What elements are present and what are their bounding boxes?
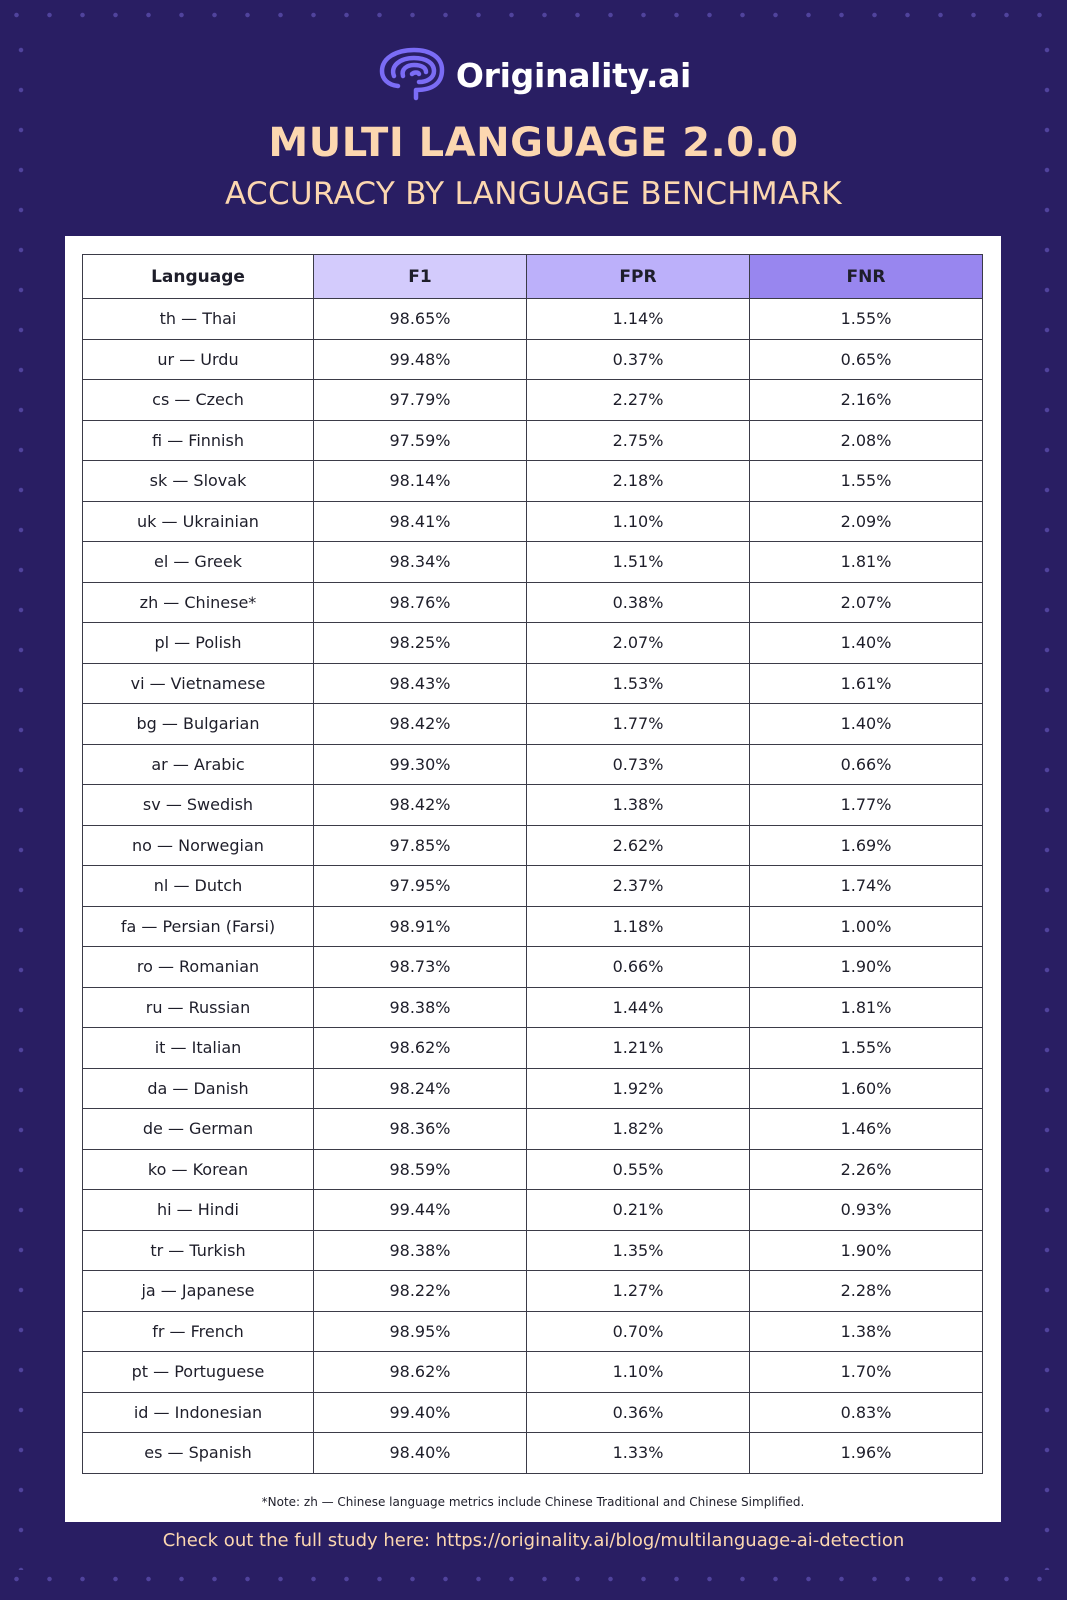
- fpr-cell: 2.27%: [527, 380, 750, 421]
- fpr-cell: 1.92%: [527, 1068, 750, 1109]
- f1-cell: 99.48%: [314, 339, 527, 380]
- table-row: [83, 1352, 983, 1393]
- table-row: [83, 1068, 983, 1109]
- fnr-cell: 0.65%: [750, 339, 983, 380]
- fpr-cell: 1.35%: [527, 1230, 750, 1271]
- fnr-cell: 0.83%: [750, 1392, 983, 1433]
- fpr-cell: 0.70%: [527, 1311, 750, 1352]
- fnr-cell: 1.74%: [750, 866, 983, 907]
- fnr-cell: 2.26%: [750, 1149, 983, 1190]
- table-row: [83, 420, 983, 461]
- fpr-cell: 2.37%: [527, 866, 750, 907]
- language-cell: ro — Romanian: [83, 947, 314, 988]
- table-row: [83, 1109, 983, 1150]
- decorative-dots-right: [1040, 30, 1054, 1570]
- fnr-cell: 1.70%: [750, 1352, 983, 1393]
- f1-cell: 98.42%: [314, 785, 527, 826]
- decorative-dots-top: [0, 8, 1067, 22]
- fnr-cell: 1.61%: [750, 663, 983, 704]
- decorative-dots-left: [14, 30, 28, 1570]
- fnr-cell: 1.81%: [750, 542, 983, 583]
- column-header-fpr: FPR: [527, 255, 750, 299]
- column-header-fnr: FNR: [750, 255, 983, 299]
- table-row: [83, 582, 983, 623]
- f1-cell: 98.38%: [314, 987, 527, 1028]
- f1-cell: 98.62%: [314, 1028, 527, 1069]
- table-row: [83, 1433, 983, 1474]
- table-row: [83, 461, 983, 502]
- fpr-cell: 1.51%: [527, 542, 750, 583]
- table-row: [83, 1392, 983, 1433]
- language-cell: ur — Urdu: [83, 339, 314, 380]
- fnr-cell: 1.96%: [750, 1433, 983, 1474]
- table-row: [83, 704, 983, 745]
- fnr-cell: 2.16%: [750, 380, 983, 421]
- fnr-cell: 1.00%: [750, 906, 983, 947]
- f1-cell: 98.62%: [314, 1352, 527, 1393]
- table-row: [83, 785, 983, 826]
- fpr-cell: 2.62%: [527, 825, 750, 866]
- fnr-cell: 1.69%: [750, 825, 983, 866]
- decorative-dots-bottom: [0, 1572, 1067, 1586]
- fpr-cell: 1.10%: [527, 501, 750, 542]
- f1-cell: 98.59%: [314, 1149, 527, 1190]
- table-row: [83, 1028, 983, 1069]
- language-cell: fi — Finnish: [83, 420, 314, 461]
- f1-cell: 98.91%: [314, 906, 527, 947]
- language-cell: no — Norwegian: [83, 825, 314, 866]
- fnr-cell: 1.90%: [750, 1230, 983, 1271]
- table-row: [83, 866, 983, 907]
- column-header-f1: F1: [314, 255, 527, 299]
- f1-cell: 97.85%: [314, 825, 527, 866]
- fnr-cell: 0.93%: [750, 1190, 983, 1231]
- fpr-cell: 1.82%: [527, 1109, 750, 1150]
- language-cell: th — Thai: [83, 299, 314, 340]
- header: [0, 40, 1067, 212]
- table-row: [83, 299, 983, 340]
- table-row: [83, 947, 983, 988]
- table-row: [83, 623, 983, 664]
- f1-cell: 97.79%: [314, 380, 527, 421]
- language-cell: ko — Korean: [83, 1149, 314, 1190]
- f1-cell: 98.95%: [314, 1311, 527, 1352]
- column-header-language: Language: [83, 255, 314, 299]
- fpr-cell: 1.33%: [527, 1433, 750, 1474]
- fpr-cell: 0.73%: [527, 744, 750, 785]
- language-cell: ja — Japanese: [83, 1271, 314, 1312]
- f1-cell: 98.73%: [314, 947, 527, 988]
- fnr-cell: 0.66%: [750, 744, 983, 785]
- f1-cell: 97.59%: [314, 420, 527, 461]
- language-cell: da — Danish: [83, 1068, 314, 1109]
- f1-cell: 98.65%: [314, 299, 527, 340]
- table-row: [83, 1230, 983, 1271]
- fpr-cell: 1.10%: [527, 1352, 750, 1393]
- fpr-cell: 1.77%: [527, 704, 750, 745]
- fpr-cell: 0.37%: [527, 339, 750, 380]
- table-row: [83, 906, 983, 947]
- language-cell: zh — Chinese*: [83, 582, 314, 623]
- f1-cell: 98.24%: [314, 1068, 527, 1109]
- table-body: [83, 299, 983, 1474]
- table-row: [83, 663, 983, 704]
- language-cell: sv — Swedish: [83, 785, 314, 826]
- language-cell: ar — Arabic: [83, 744, 314, 785]
- language-cell: fr — French: [83, 1311, 314, 1352]
- fpr-cell: 2.07%: [527, 623, 750, 664]
- language-cell: tr — Turkish: [83, 1230, 314, 1271]
- fnr-cell: 2.07%: [750, 582, 983, 623]
- table-row: [83, 744, 983, 785]
- brand-name: Originality.ai: [455, 55, 692, 95]
- language-cell: ru — Russian: [83, 987, 314, 1028]
- fpr-cell: 0.55%: [527, 1149, 750, 1190]
- table-row: [83, 339, 983, 380]
- table-row: [83, 1311, 983, 1352]
- table-row: [83, 1190, 983, 1231]
- fpr-cell: 0.36%: [527, 1392, 750, 1433]
- table-row: [83, 542, 983, 583]
- language-cell: nl — Dutch: [83, 866, 314, 907]
- table-row: [83, 987, 983, 1028]
- f1-cell: 98.14%: [314, 461, 527, 502]
- language-cell: bg — Bulgarian: [83, 704, 314, 745]
- table-row: [83, 1271, 983, 1312]
- fpr-cell: 2.18%: [527, 461, 750, 502]
- f1-cell: 98.76%: [314, 582, 527, 623]
- f1-cell: 98.25%: [314, 623, 527, 664]
- fnr-cell: 1.40%: [750, 704, 983, 745]
- fpr-cell: 0.38%: [527, 582, 750, 623]
- fnr-cell: 1.81%: [750, 987, 983, 1028]
- fpr-cell: 1.38%: [527, 785, 750, 826]
- fpr-cell: 1.14%: [527, 299, 750, 340]
- fpr-cell: 1.21%: [527, 1028, 750, 1069]
- table-row: [83, 501, 983, 542]
- f1-cell: 99.40%: [314, 1392, 527, 1433]
- fnr-cell: 2.28%: [750, 1271, 983, 1312]
- language-cell: it — Italian: [83, 1028, 314, 1069]
- page-subtitle: ACCURACY BY LANGUAGE BENCHMARK: [225, 176, 842, 212]
- language-cell: vi — Vietnamese: [83, 663, 314, 704]
- fpr-cell: 1.53%: [527, 663, 750, 704]
- fpr-cell: 0.21%: [527, 1190, 750, 1231]
- language-cell: id — Indonesian: [83, 1392, 314, 1433]
- table-header-row: [83, 255, 983, 299]
- f1-cell: 98.22%: [314, 1271, 527, 1312]
- benchmark-table: [82, 254, 983, 1474]
- fnr-cell: 2.08%: [750, 420, 983, 461]
- fpr-cell: 1.27%: [527, 1271, 750, 1312]
- brand-logo: [0, 40, 1067, 110]
- page-title: MULTI LANGUAGE 2.0.0: [268, 120, 799, 166]
- language-cell: sk — Slovak: [83, 461, 314, 502]
- f1-cell: 99.30%: [314, 744, 527, 785]
- f1-cell: 98.34%: [314, 542, 527, 583]
- fnr-cell: 1.77%: [750, 785, 983, 826]
- language-cell: el — Greek: [83, 542, 314, 583]
- fpr-cell: 2.75%: [527, 420, 750, 461]
- language-cell: fa — Persian (Farsi): [83, 906, 314, 947]
- language-cell: pl — Polish: [83, 623, 314, 664]
- fnr-cell: 1.40%: [750, 623, 983, 664]
- language-cell: uk — Ukrainian: [83, 501, 314, 542]
- footnote: *Note: zh — Chinese language metrics include Chinese Traditional and Chinese Simplified.: [261, 1495, 805, 1509]
- fnr-cell: 1.90%: [750, 947, 983, 988]
- f1-cell: 98.38%: [314, 1230, 527, 1271]
- fpr-cell: 1.44%: [527, 987, 750, 1028]
- fnr-cell: 1.38%: [750, 1311, 983, 1352]
- f1-cell: 98.43%: [314, 663, 527, 704]
- fnr-cell: 2.09%: [750, 501, 983, 542]
- fnr-cell: 1.55%: [750, 299, 983, 340]
- language-cell: hi — Hindi: [83, 1190, 314, 1231]
- f1-cell: 99.44%: [314, 1190, 527, 1231]
- brain-icon: [376, 46, 446, 104]
- table-card: [65, 236, 1001, 1522]
- f1-cell: 98.36%: [314, 1109, 527, 1150]
- table-row: [83, 1149, 983, 1190]
- f1-cell: 98.42%: [314, 704, 527, 745]
- fpr-cell: 1.18%: [527, 906, 750, 947]
- fpr-cell: 0.66%: [527, 947, 750, 988]
- table-row: [83, 825, 983, 866]
- language-cell: cs — Czech: [83, 380, 314, 421]
- fnr-cell: 1.55%: [750, 1028, 983, 1069]
- f1-cell: 98.41%: [314, 501, 527, 542]
- study-link-text: Check out the full study here: https://originality.ai/blog/multilanguage-ai-detection: [162, 1530, 905, 1551]
- f1-cell: 98.40%: [314, 1433, 527, 1474]
- fnr-cell: 1.60%: [750, 1068, 983, 1109]
- language-cell: de — German: [83, 1109, 314, 1150]
- f1-cell: 97.95%: [314, 866, 527, 907]
- language-cell: es — Spanish: [83, 1433, 314, 1474]
- table-row: [83, 380, 983, 421]
- fnr-cell: 1.55%: [750, 461, 983, 502]
- fnr-cell: 1.46%: [750, 1109, 983, 1150]
- language-cell: pt — Portuguese: [83, 1352, 314, 1393]
